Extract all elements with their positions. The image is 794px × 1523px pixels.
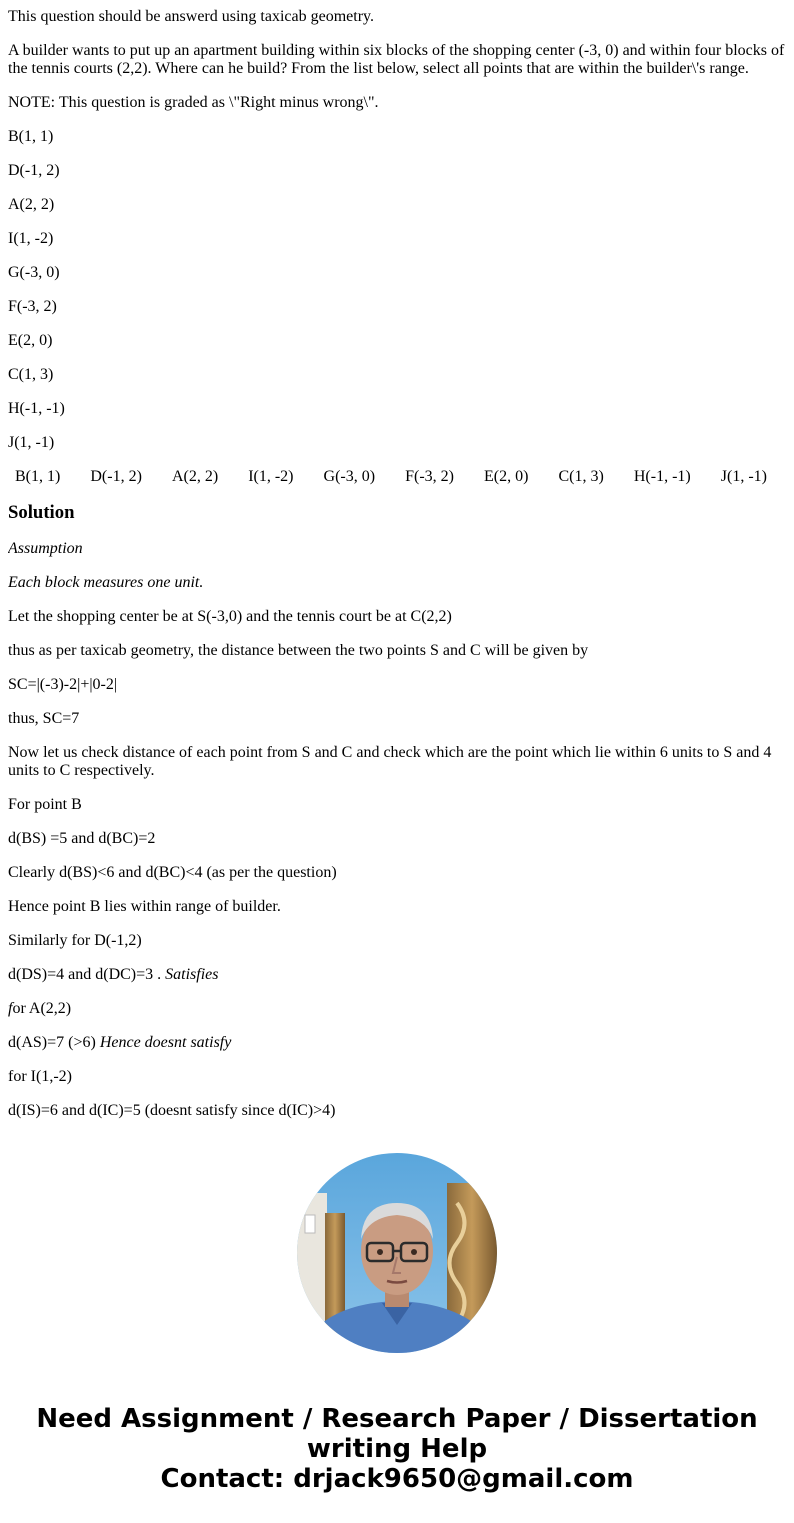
- solution-line: [8, 1000, 786, 1018]
- solution-heading: Solution: [8, 502, 75, 523]
- option-cell: F(-3, 2): [405, 468, 454, 485]
- solution-line: Hence point B lies within range of builder.: [8, 898, 281, 915]
- document-content: [8, 0, 786, 1123]
- solution-emphasis: f: [8, 1000, 13, 1017]
- option-cell: B(1, 1): [15, 468, 61, 485]
- solution-line: d(IS)=6 and d(IC)=5 (doesnt satisfy since d(IC)>4): [8, 1102, 336, 1119]
- option-cell: J(1, -1): [720, 468, 767, 485]
- option-cell: I(1, -2): [248, 468, 294, 485]
- solution-line: [8, 966, 786, 984]
- option-cell: H(-1, -1): [633, 468, 691, 485]
- solution-line: thus as per taxicab geometry, the distance between the two points S and C will be given by: [8, 642, 589, 659]
- solution-emphasis: Satisfies: [165, 966, 219, 983]
- option-list-item: F(-3, 2): [8, 298, 57, 315]
- assumption-label-text: Assumption: [8, 540, 83, 557]
- avatar-photo: [297, 1153, 497, 1353]
- solution-line: [8, 1034, 786, 1052]
- assumption-label: [8, 540, 786, 558]
- option-list-item: A(2, 2): [8, 196, 55, 213]
- avatar-portrait-image: [297, 1153, 497, 1353]
- option-list-item: C(1, 3): [8, 366, 54, 383]
- solution-text: d(DS)=4 and d(DC)=3 .: [8, 966, 166, 983]
- promo-contact: Contact: drjack9650@gmail.com: [160, 1464, 634, 1494]
- promo-line-2: writing Help: [306, 1434, 488, 1464]
- option-cell: D(-1, 2): [90, 468, 142, 485]
- solution-text: or A(2,2): [12, 1000, 72, 1017]
- option-cell: G(-3, 0): [323, 468, 376, 485]
- options-row: [8, 468, 786, 486]
- solution-line: for I(1,-2): [8, 1068, 72, 1085]
- solution-line: Now let us check distance of each point from S and C and check which are the point which lie within 6 units to S and 4 units to C respectively.: [8, 744, 772, 779]
- option-list-item: I(1, -2): [8, 230, 54, 247]
- option-list-item: B(1, 1): [8, 128, 54, 145]
- solution-line: Let the shopping center be at S(-3,0) and the tennis court be at C(2,2): [8, 608, 452, 625]
- solution-line: Similarly for D(-1,2): [8, 932, 142, 949]
- option-list-item: J(1, -1): [8, 434, 55, 451]
- assumption-text-em: Each block measures one unit.: [8, 574, 204, 591]
- solution-line: d(BS) =5 and d(BC)=2: [8, 830, 156, 847]
- solution-text: d(AS)=7 (>6): [8, 1034, 100, 1051]
- question-body: A builder wants to put up an apartment building within six blocks of the shopping center (-3, 0) and within four blocks of the tennis courts (2,2). Where can he build? From the list below, select all points that are within the builder\'s range.: [8, 42, 785, 77]
- solution-line: For point B: [8, 796, 82, 813]
- option-cell: A(2, 2): [171, 468, 219, 485]
- solution-formula: SC=|(-3)-2|+|0-2|: [8, 676, 118, 693]
- question-note: NOTE: This question is graded as \"Right minus wrong\".: [8, 94, 379, 111]
- promo-banner: [0, 1404, 794, 1494]
- option-list-item: D(-1, 2): [8, 162, 60, 179]
- solution-line: Clearly d(BS)<6 and d(BC)<4 (as per the question): [8, 864, 337, 881]
- solution-line: thus, SC=7: [8, 710, 80, 727]
- option-list-item: E(2, 0): [8, 332, 53, 349]
- option-cell: E(2, 0): [484, 468, 529, 485]
- promo-line-1: Need Assignment / Research Paper / Dissertation: [36, 1404, 758, 1434]
- solution-emphasis: Hence doesnt satisfy: [99, 1034, 232, 1051]
- assumption-text: [8, 574, 786, 592]
- option-list-item: G(-3, 0): [8, 264, 60, 281]
- option-list-item: H(-1, -1): [8, 400, 65, 417]
- question-intro: This question should be answerd using taxicab geometry.: [8, 8, 374, 25]
- option-cell: C(1, 3): [558, 468, 604, 485]
